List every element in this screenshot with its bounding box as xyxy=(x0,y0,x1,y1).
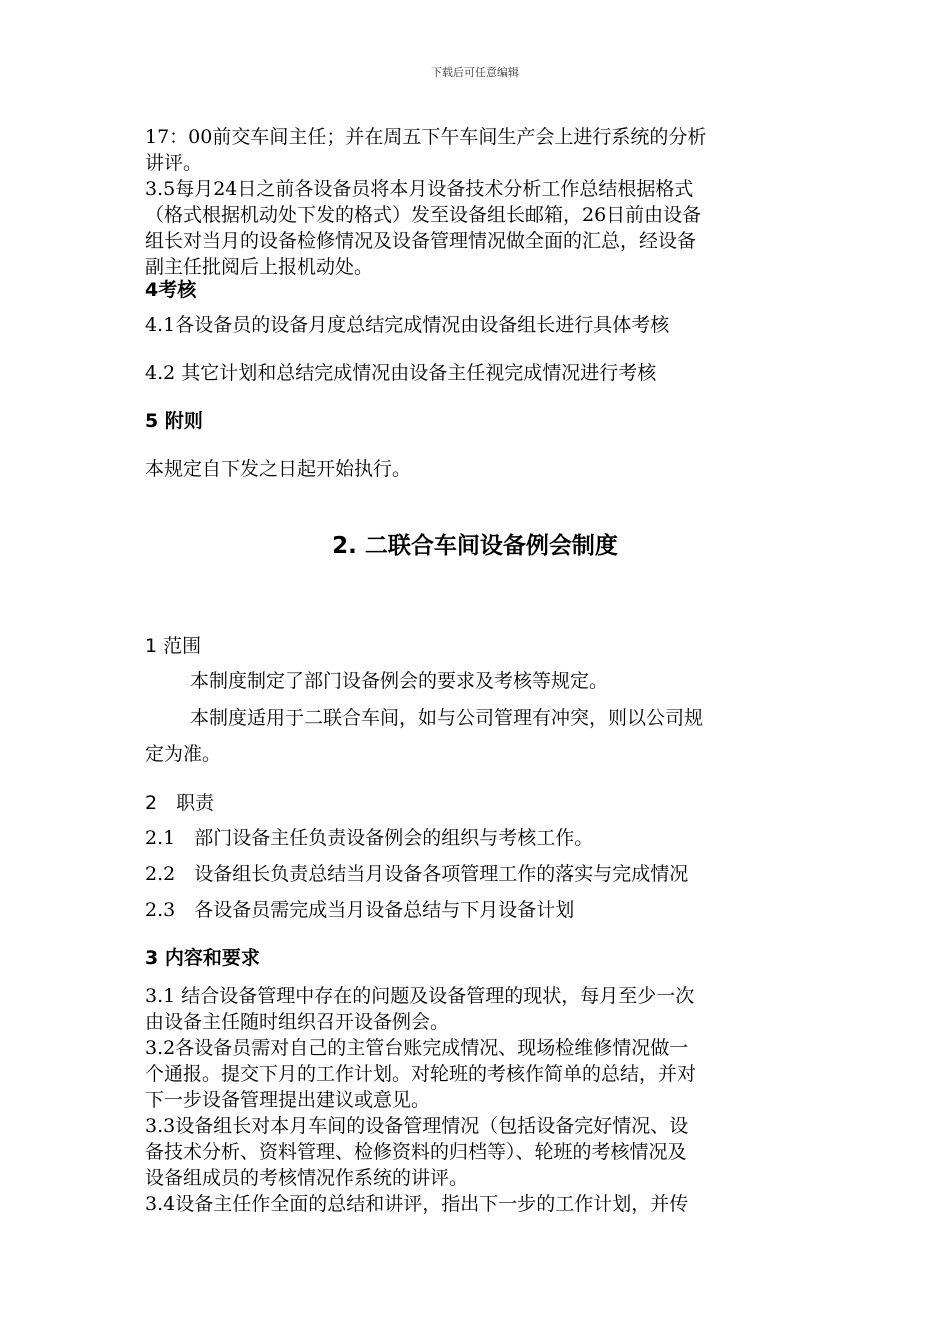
text-line: 由设备主任随时组织召开设备例会。 xyxy=(145,1011,450,1033)
text-line: 副主任批阅后上报机动处。 xyxy=(145,256,374,278)
text-line: 4.1各设备员的设备月度总结完成情况由设备组长进行具体考核 xyxy=(145,314,670,336)
page-header: 下载后可任意编辑 xyxy=(431,66,519,79)
text-line: 设备组成员的考核情况作系统的讲评。 xyxy=(145,1167,469,1189)
text-line: 4.2 其它计划和总结完成情况由设备主任视完成情况进行考核 xyxy=(145,362,657,384)
text-line: 本制度制定了部门设备例会的要求及考核等规定。 xyxy=(190,670,609,692)
section-heading: 5 附则 xyxy=(145,410,203,432)
section-heading: 3 内容和要求 xyxy=(145,947,260,969)
text-line: 下一步设备管理提出建议或意见。 xyxy=(145,1089,431,1111)
text-line: （格式根据机动处下发的格式）发至设备组长邮箱，26日前由设备 xyxy=(145,204,702,226)
list-item: 2.1 部门设备主任负责设备例会的组织与考核工作。 xyxy=(145,827,594,849)
text-line: 本规定自下发之日起开始执行。 xyxy=(145,458,412,480)
text-line: 3.4设备主任作全面的总结和讲评，指出下一步的工作计划，并传 xyxy=(145,1193,689,1215)
section-heading: 2 职责 xyxy=(145,792,215,814)
text-line: 17：00前交车间主任；并在周五下午车间生产会上进行系统的分析 xyxy=(145,126,707,148)
section-heading: 4考核 xyxy=(145,279,197,301)
text-line: 备技术分析、资料管理、检修资料的归档等）、轮班的考核情况及 xyxy=(145,1141,687,1163)
text-line: 定为准。 xyxy=(145,743,222,765)
text-line: 本制度适用于二联合车间，如与公司管理有冲突，则以公司规 xyxy=(190,707,704,729)
text-line: 3.1 结合设备管理中存在的问题及设备管理的现状，每月至少一次 xyxy=(145,985,695,1007)
section-heading: 1 范围 xyxy=(145,635,202,657)
text-line: 3.2各设备员需对自己的主管台账完成情况、现场检维修情况做一 xyxy=(145,1037,689,1059)
text-line: 讲评。 xyxy=(145,152,203,174)
text-line: 个通报。提交下月的工作计划。对轮班的考核作简单的总结，并对 xyxy=(145,1063,697,1085)
list-item: 2.2 设备组长负责总结当月设备各项管理工作的落实与完成情况 xyxy=(145,863,689,885)
text-line: 3.3设备组长对本月车间的设备管理情况（包括设备完好情况、设 xyxy=(145,1115,689,1137)
document-title: 2. 二联合车间设备例会制度 xyxy=(332,533,618,559)
text-line: 3.5每月24日之前各设备员将本月设备技术分析工作总结根据格式 xyxy=(145,178,694,200)
list-item: 2.3 各设备员需完成当月设备总结与下月设备计划 xyxy=(145,899,575,921)
text-line: 组长对当月的设备检修情况及设备管理情况做全面的汇总，经设备 xyxy=(145,230,697,252)
